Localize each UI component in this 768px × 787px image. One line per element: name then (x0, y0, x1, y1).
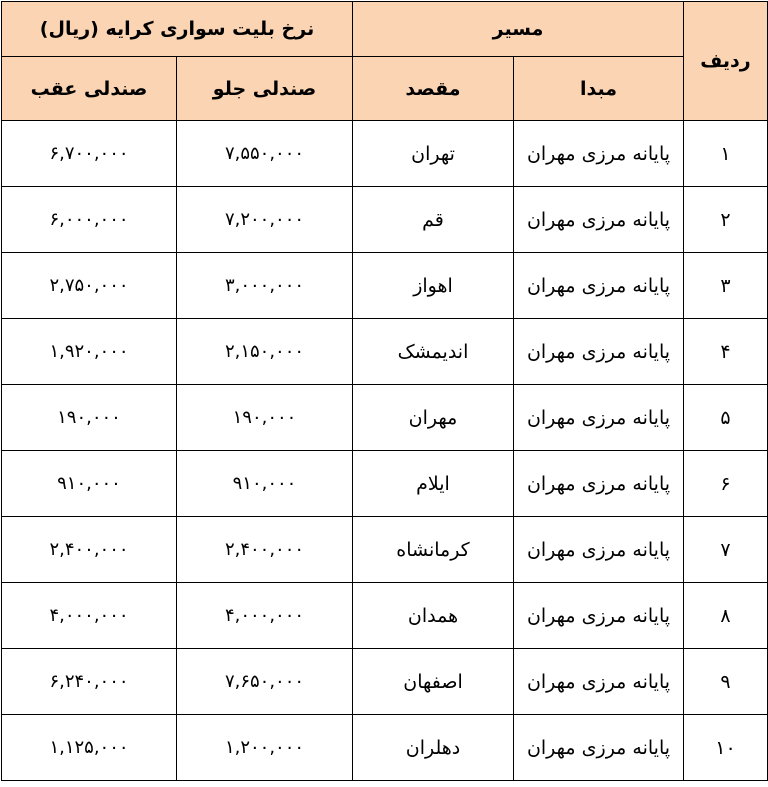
table-row (2, 385, 768, 451)
header-back-seat: صندلی عقب (2, 57, 177, 121)
destination-cell: مهران (353, 385, 514, 451)
header-row-top (2, 2, 768, 57)
destination-cell: قم (353, 187, 514, 253)
back-seat-fare: ۱,۹۲۰,۰۰۰ (2, 319, 177, 385)
table-row (2, 451, 768, 517)
origin-cell: پایانه مرزی مهران (514, 121, 684, 187)
table-row (2, 319, 768, 385)
front-seat-fare: ۱,۲۰۰,۰۰۰ (177, 715, 353, 781)
row-number: ۹ (684, 649, 768, 715)
front-seat-fare: ۳,۰۰۰,۰۰۰ (177, 253, 353, 319)
row-number: ۲ (684, 187, 768, 253)
origin-cell: پایانه مرزی مهران (514, 583, 684, 649)
row-number: ۳ (684, 253, 768, 319)
front-seat-fare: ۲,۱۵۰,۰۰۰ (177, 319, 353, 385)
destination-cell: ایلام (353, 451, 514, 517)
row-number: ۵ (684, 385, 768, 451)
back-seat-fare: ۴,۰۰۰,۰۰۰ (2, 583, 177, 649)
header-destination: مقصد (353, 57, 514, 121)
origin-cell: پایانه مرزی مهران (514, 253, 684, 319)
header-fare-title: نرخ بلیت سواری کرایه (ریال) (2, 2, 353, 57)
origin-cell: پایانه مرزی مهران (514, 715, 684, 781)
row-number: ۶ (684, 451, 768, 517)
destination-cell: اصفهان (353, 649, 514, 715)
origin-cell: پایانه مرزی مهران (514, 385, 684, 451)
table-row (2, 517, 768, 583)
origin-cell: پایانه مرزی مهران (514, 451, 684, 517)
front-seat-fare: ۲,۴۰۰,۰۰۰ (177, 517, 353, 583)
fare-table (1, 1, 768, 781)
origin-cell: پایانه مرزی مهران (514, 649, 684, 715)
front-seat-fare: ۷,۲۰۰,۰۰۰ (177, 187, 353, 253)
destination-cell: کرمانشاه (353, 517, 514, 583)
front-seat-fare: ۹۱۰,۰۰۰ (177, 451, 353, 517)
table-row (2, 187, 768, 253)
row-number: ۷ (684, 517, 768, 583)
destination-cell: تهران (353, 121, 514, 187)
back-seat-fare: ۲,۴۰۰,۰۰۰ (2, 517, 177, 583)
header-origin: مبدا (514, 57, 684, 121)
front-seat-fare: ۱۹۰,۰۰۰ (177, 385, 353, 451)
origin-cell: پایانه مرزی مهران (514, 319, 684, 385)
back-seat-fare: ۱۹۰,۰۰۰ (2, 385, 177, 451)
back-seat-fare: ۶,۲۴۰,۰۰۰ (2, 649, 177, 715)
table-row (2, 253, 768, 319)
back-seat-fare: ۹۱۰,۰۰۰ (2, 451, 177, 517)
destination-cell: اهواز (353, 253, 514, 319)
destination-cell: همدان (353, 583, 514, 649)
header-front-seat: صندلی جلو (177, 57, 353, 121)
row-number: ۱۰ (684, 715, 768, 781)
front-seat-fare: ۷,۶۵۰,۰۰۰ (177, 649, 353, 715)
table-row (2, 715, 768, 781)
destination-cell: دهلران (353, 715, 514, 781)
row-number: ۴ (684, 319, 768, 385)
origin-cell: پایانه مرزی مهران (514, 187, 684, 253)
header-row-sub (2, 57, 768, 121)
back-seat-fare: ۲,۷۵۰,۰۰۰ (2, 253, 177, 319)
table-row (2, 121, 768, 187)
row-number: ۸ (684, 583, 768, 649)
row-number: ۱ (684, 121, 768, 187)
table-row (2, 583, 768, 649)
back-seat-fare: ۶,۷۰۰,۰۰۰ (2, 121, 177, 187)
back-seat-fare: ۱,۱۲۵,۰۰۰ (2, 715, 177, 781)
header-route: مسیر (353, 2, 684, 57)
back-seat-fare: ۶,۰۰۰,۰۰۰ (2, 187, 177, 253)
header-row-number: ردیف (684, 2, 768, 121)
front-seat-fare: ۴,۰۰۰,۰۰۰ (177, 583, 353, 649)
table-row (2, 649, 768, 715)
destination-cell: اندیمشک (353, 319, 514, 385)
origin-cell: پایانه مرزی مهران (514, 517, 684, 583)
front-seat-fare: ۷,۵۵۰,۰۰۰ (177, 121, 353, 187)
